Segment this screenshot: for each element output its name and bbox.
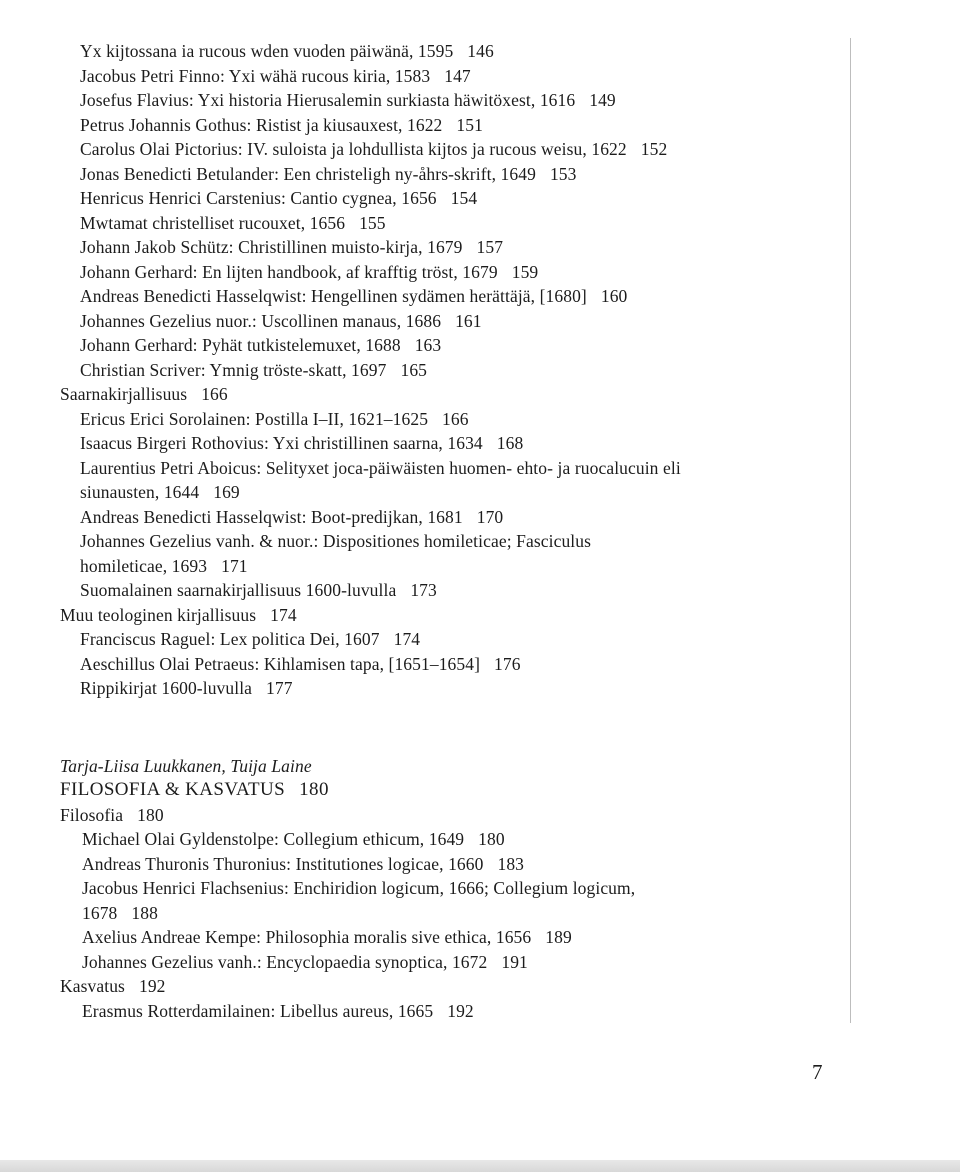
chapter-title: FILOSOFIA & KASVATUS 180 bbox=[60, 779, 329, 800]
toc-entry: Carolus Olai Pictorius: IV. suloista ja lohdullista kijtos ja rucous weisu, 1622 152 bbox=[80, 139, 668, 159]
toc-section-heading: Muu teologinen kirjallisuus 174 bbox=[60, 605, 297, 625]
toc-entry-continuation: siunausten, 1644 169 bbox=[80, 482, 240, 502]
toc-entry: Petrus Johannis Gothus: Ristist ja kiusauxest, 1622 151 bbox=[80, 115, 483, 135]
toc-entry: Johannes Gezelius nuor.: Uscollinen manaus, 1686 161 bbox=[80, 311, 482, 331]
toc-entry: Henricus Henrici Carstenius: Cantio cygnea, 1656 154 bbox=[80, 188, 478, 208]
toc-entry: Johann Gerhard: En lijten handbook, af krafftig tröst, 1679 159 bbox=[80, 262, 539, 282]
toc-entry: Christian Scriver: Ymnig tröste-skatt, 1697 165 bbox=[80, 360, 428, 380]
toc-entry: Erasmus Rotterdamilainen: Libellus aureus, 1665 192 bbox=[82, 1001, 474, 1021]
toc-entry: Laurentius Petri Aboicus: Selityxet joca-päiwäisten huomen- ehto- ja ruocalucuin eli bbox=[80, 458, 681, 478]
chapter-authors: Tarja-Liisa Luukkanen, Tuija Laine bbox=[60, 756, 312, 776]
scan-bottom-edge bbox=[0, 1160, 960, 1172]
toc-section-heading: Saarnakirjallisuus 166 bbox=[60, 384, 228, 404]
toc-entry: Michael Olai Gyldenstolpe: Collegium ethicum, 1649 180 bbox=[82, 829, 505, 849]
toc-entry: Johann Jakob Schütz: Christillinen muisto-kirja, 1679 157 bbox=[80, 237, 504, 257]
toc-entry: Franciscus Raguel: Lex politica Dei, 1607 174 bbox=[80, 629, 421, 649]
toc-entry: Rippikirjat 1600-luvulla 177 bbox=[80, 678, 293, 698]
toc-entry-continuation: homileticae, 1693 171 bbox=[80, 556, 248, 576]
toc-entry: Aeschillus Olai Petraeus: Kihlamisen tapa, [1651–1654] 176 bbox=[80, 654, 521, 674]
toc-entry: Andreas Thuronis Thuronius: Institutiones logicae, 1660 183 bbox=[82, 854, 525, 874]
toc-entry: Josefus Flavius: Yxi historia Hierusalemin surkiasta häwitöxest, 1616 149 bbox=[80, 90, 616, 110]
toc-entry: Axelius Andreae Kempe: Philosophia moralis sive ethica, 1656 189 bbox=[82, 927, 572, 947]
toc-entry-continuation: 1678 188 bbox=[82, 903, 158, 923]
toc-entry: Suomalainen saarnakirjallisuus 1600-luvulla 173 bbox=[80, 580, 437, 600]
toc-entry: Ericus Erici Sorolainen: Postilla I–II, 1621–1625 166 bbox=[80, 409, 469, 429]
toc-entry: Johannes Gezelius vanh.: Encyclopaedia synoptica, 1672 191 bbox=[82, 952, 528, 972]
toc-entry: Mwtamat christelliset rucouxet, 1656 155 bbox=[80, 213, 386, 233]
page-edge-rule bbox=[850, 38, 851, 1023]
toc-entry: Jonas Benedicti Betulander: Een christeligh ny-åhrs-skrift, 1649 153 bbox=[80, 164, 577, 184]
toc-entry: Andreas Benedicti Hasselqwist: Hengellinen sydämen herättäjä, [1680] 160 bbox=[80, 286, 628, 306]
toc-entry: Johann Gerhard: Pyhät tutkistelemuxet, 1688 163 bbox=[80, 335, 442, 355]
toc-section-heading: Kasvatus 192 bbox=[60, 976, 166, 996]
toc-entry: Andreas Benedicti Hasselqwist: Boot-predijkan, 1681 170 bbox=[80, 507, 504, 527]
toc-entry: Jacobus Petri Finno: Yxi wähä rucous kiria, 1583 147 bbox=[80, 66, 471, 86]
toc-entry: Yx kijtossana ia rucous wden vuoden päiwänä, 1595 146 bbox=[80, 41, 494, 61]
page-number: 7 bbox=[812, 1060, 823, 1084]
toc-entry: Isaacus Birgeri Rothovius: Yxi christillinen saarna, 1634 168 bbox=[80, 433, 524, 453]
toc-entry: Jacobus Henrici Flachsenius: Enchiridion logicum, 1666; Collegium logicum, bbox=[82, 878, 636, 898]
toc-entry: Johannes Gezelius vanh. & nuor.: Dispositiones homileticae; Fasciculus bbox=[80, 531, 592, 551]
toc-section-heading: Filosofia 180 bbox=[60, 805, 164, 825]
